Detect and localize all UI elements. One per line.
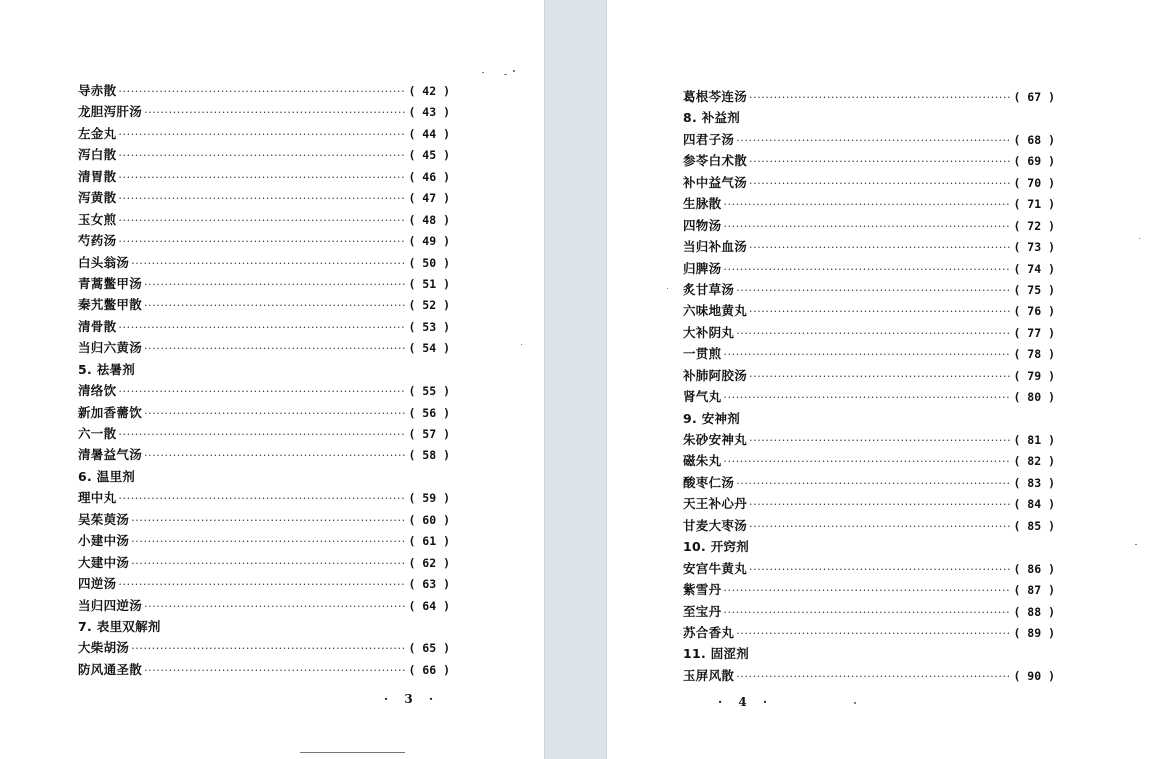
toc-entry bbox=[683, 558, 1055, 579]
formula-name: 生脉散 bbox=[683, 196, 722, 212]
dot-leader bbox=[749, 173, 1011, 194]
dot-leader bbox=[118, 424, 406, 445]
toc-entry bbox=[683, 386, 1055, 407]
dot-leader bbox=[749, 151, 1011, 172]
toc-page-number: ( 64 ) bbox=[408, 598, 450, 613]
dot-leader bbox=[118, 381, 406, 402]
toc-page-number: ( 61 ) bbox=[408, 534, 450, 549]
right-page bbox=[607, 0, 1149, 759]
formula-name: 新加香薷饮 bbox=[78, 404, 143, 420]
formula-name: 四君子汤 bbox=[683, 131, 735, 147]
toc-page-number: ( 59 ) bbox=[408, 491, 450, 506]
formula-name: 玉屏风散 bbox=[683, 667, 735, 683]
scan-speck bbox=[482, 72, 484, 73]
toc-entry bbox=[683, 279, 1055, 300]
formula-name: 白头翁汤 bbox=[78, 254, 130, 270]
toc-page-number: ( 52 ) bbox=[408, 298, 450, 313]
formula-name: 补肺阿胶汤 bbox=[683, 367, 748, 383]
toc-entry bbox=[78, 380, 450, 401]
formula-name: 补中益气汤 bbox=[683, 174, 748, 190]
dot-leader bbox=[131, 553, 406, 574]
formula-name: 朱砂安神丸 bbox=[683, 432, 748, 447]
toc-page-number: ( 58 ) bbox=[408, 448, 450, 463]
toc-page-number: ( 66 ) bbox=[408, 662, 450, 677]
toc-page-number: ( 68 ) bbox=[1013, 132, 1055, 147]
toc-entry bbox=[78, 273, 450, 294]
toc-page-number: ( 87 ) bbox=[1013, 583, 1055, 598]
dot-leader bbox=[723, 602, 1011, 623]
toc-entry bbox=[78, 187, 450, 208]
dot-leader bbox=[118, 210, 406, 231]
scan-speck bbox=[1139, 238, 1140, 239]
dot-leader bbox=[736, 323, 1011, 344]
toc-page-number: ( 65 ) bbox=[408, 641, 450, 656]
toc-entry bbox=[78, 230, 450, 251]
dot-leader bbox=[736, 473, 1011, 494]
toc-page-number: ( 86 ) bbox=[1013, 561, 1055, 576]
toc-entry bbox=[683, 86, 1055, 107]
toc-entry bbox=[78, 337, 450, 358]
formula-name: 当归六黄汤 bbox=[78, 340, 143, 356]
dot-leader bbox=[118, 488, 406, 509]
toc-page-number: ( 57 ) bbox=[408, 427, 450, 441]
formula-name: 酸枣仁汤 bbox=[683, 474, 735, 490]
scan-speck bbox=[854, 702, 856, 704]
dot-leader bbox=[118, 317, 406, 338]
toc-page-number: ( 44 ) bbox=[408, 126, 450, 141]
dot-leader bbox=[118, 124, 406, 145]
toc-entry bbox=[78, 80, 450, 101]
toc-entry bbox=[78, 252, 450, 273]
formula-name: 天王补心丹 bbox=[683, 496, 748, 512]
toc-page-number: ( 47 ) bbox=[408, 191, 450, 206]
formula-name: 泻黄散 bbox=[78, 190, 117, 206]
toc-page-number: ( 74 ) bbox=[1013, 261, 1055, 276]
toc-entry bbox=[78, 209, 450, 230]
section-title: 7. 表里双解剂 bbox=[78, 618, 161, 634]
formula-name: 清骨散 bbox=[78, 318, 117, 334]
formula-name: 归脾汤 bbox=[683, 260, 722, 276]
toc-page-number: ( 89 ) bbox=[1013, 625, 1055, 640]
scan-speck bbox=[504, 74, 507, 75]
formula-name: 六味地黄丸 bbox=[683, 303, 748, 319]
dot-leader bbox=[736, 666, 1011, 687]
formula-name: 炙甘草汤 bbox=[683, 281, 735, 297]
toc-page-number: ( 79 ) bbox=[1013, 368, 1055, 383]
toc-page-number: ( 55 ) bbox=[408, 384, 450, 399]
toc-page-number: ( 73 ) bbox=[1013, 240, 1055, 255]
formula-name: 秦艽鳖甲散 bbox=[78, 297, 143, 313]
toc-entry bbox=[78, 552, 450, 573]
toc-entry bbox=[683, 215, 1055, 236]
formula-name: 当归补血汤 bbox=[683, 239, 748, 255]
formula-name: 甘麦大枣汤 bbox=[683, 517, 748, 533]
formula-name: 玉女煎 bbox=[78, 211, 117, 227]
toc-page-number: ( 69 ) bbox=[1013, 154, 1055, 169]
dot-leader bbox=[144, 445, 406, 466]
formula-name: 至宝丹 bbox=[683, 603, 722, 619]
toc-entry bbox=[683, 365, 1055, 386]
toc-page-number: ( 70 ) bbox=[1013, 175, 1055, 190]
toc-entry bbox=[78, 402, 450, 423]
toc-entry bbox=[683, 172, 1055, 193]
dot-leader bbox=[749, 237, 1011, 258]
toc-list-right bbox=[683, 86, 1055, 686]
toc-entry bbox=[78, 294, 450, 315]
dot-leader bbox=[144, 102, 406, 123]
toc-entry bbox=[78, 316, 450, 337]
toc-page-number: ( 88 ) bbox=[1013, 604, 1055, 619]
page-gutter bbox=[544, 0, 607, 759]
formula-name: 大补阴丸 bbox=[683, 324, 735, 340]
toc-page-number: ( 80 ) bbox=[1013, 390, 1055, 405]
dot-leader bbox=[749, 494, 1011, 515]
toc-entry bbox=[78, 573, 450, 594]
toc-page-number: ( 60 ) bbox=[408, 512, 450, 527]
toc-entry bbox=[683, 515, 1055, 536]
toc-entry bbox=[78, 595, 450, 616]
toc-page-number: ( 62 ) bbox=[408, 555, 450, 570]
toc-page-number: ( 81 ) bbox=[1013, 433, 1055, 447]
toc-page-number: ( 82 ) bbox=[1013, 454, 1055, 469]
toc-page-number: ( 49 ) bbox=[408, 234, 450, 249]
toc-page-number: ( 76 ) bbox=[1013, 304, 1055, 319]
toc-page-number: ( 77 ) bbox=[1013, 325, 1055, 340]
formula-name: 青蒿鳖甲汤 bbox=[78, 275, 143, 291]
toc-entry bbox=[683, 258, 1055, 279]
formula-name: 泻白散 bbox=[78, 147, 117, 163]
toc-entry bbox=[78, 509, 450, 530]
toc-page-number: ( 85 ) bbox=[1013, 518, 1055, 533]
formula-name: 清胃散 bbox=[78, 168, 117, 184]
toc-entry bbox=[683, 622, 1055, 643]
formula-name: 芍药汤 bbox=[78, 233, 117, 249]
dot-leader bbox=[749, 366, 1011, 387]
toc-section-heading bbox=[78, 616, 450, 637]
formula-name: 六一散 bbox=[78, 426, 117, 441]
toc-page-number: ( 42 ) bbox=[408, 84, 450, 98]
formula-name: 吴茱萸汤 bbox=[78, 511, 130, 527]
toc-entry bbox=[78, 444, 450, 465]
dot-leader bbox=[131, 253, 406, 274]
scan-speck bbox=[513, 70, 515, 72]
formula-name: 小建中汤 bbox=[78, 533, 130, 549]
toc-section-heading bbox=[683, 536, 1055, 557]
formula-name: 清络饮 bbox=[78, 383, 117, 399]
toc-section-heading bbox=[683, 643, 1055, 664]
toc-page-number: ( 54 ) bbox=[408, 341, 450, 356]
dot-leader bbox=[723, 451, 1011, 472]
toc-entry bbox=[683, 129, 1055, 150]
dot-leader bbox=[144, 338, 406, 359]
dot-leader bbox=[723, 344, 1011, 365]
toc-list-left bbox=[78, 80, 450, 680]
formula-name: 大建中汤 bbox=[78, 554, 130, 570]
dot-leader bbox=[118, 167, 406, 188]
toc-page-number: ( 71 ) bbox=[1013, 197, 1055, 212]
dot-leader bbox=[131, 638, 406, 659]
formula-name: 导赤散 bbox=[78, 83, 117, 98]
dot-leader bbox=[144, 295, 406, 316]
dot-leader bbox=[723, 387, 1011, 408]
toc-section-heading bbox=[683, 107, 1055, 128]
toc-page-number: ( 53 ) bbox=[408, 319, 450, 334]
toc-entry bbox=[78, 166, 450, 187]
toc-entry bbox=[683, 236, 1055, 257]
page-number-left: · 3 · bbox=[384, 692, 440, 706]
dot-leader bbox=[144, 274, 406, 295]
formula-name: 肾气丸 bbox=[683, 389, 722, 405]
toc-entry bbox=[78, 101, 450, 122]
toc-page-number: ( 67 ) bbox=[1013, 90, 1055, 104]
toc-page-number: ( 90 ) bbox=[1013, 668, 1055, 683]
toc-page-number: ( 43 ) bbox=[408, 105, 450, 120]
formula-name: 防风通圣散 bbox=[78, 661, 143, 677]
toc-section-heading bbox=[683, 408, 1055, 429]
formula-name: 龙胆泻肝汤 bbox=[78, 104, 143, 120]
toc-page-number: ( 50 ) bbox=[408, 255, 450, 270]
toc-entry bbox=[683, 300, 1055, 321]
scan-speck bbox=[1135, 544, 1137, 545]
toc-page-number: ( 51 ) bbox=[408, 276, 450, 291]
toc-page-number: ( 75 ) bbox=[1013, 282, 1055, 297]
toc-entry bbox=[78, 530, 450, 551]
toc-entry bbox=[683, 343, 1055, 364]
toc-page-number: ( 48 ) bbox=[408, 212, 450, 227]
toc-page-number: ( 46 ) bbox=[408, 169, 450, 184]
formula-name: 紫雪丹 bbox=[683, 582, 722, 598]
toc-entry bbox=[78, 659, 450, 680]
dot-leader bbox=[118, 231, 406, 252]
formula-name: 清暑益气汤 bbox=[78, 447, 143, 463]
toc-entry bbox=[683, 429, 1055, 450]
dot-leader bbox=[118, 81, 406, 102]
dot-leader bbox=[723, 216, 1011, 237]
toc-entry bbox=[683, 322, 1055, 343]
scan-speck bbox=[521, 344, 522, 345]
toc-entry bbox=[683, 601, 1055, 622]
formula-name: 四物汤 bbox=[683, 217, 722, 233]
formula-name: 一贯煎 bbox=[683, 346, 722, 362]
toc-section-heading bbox=[78, 359, 450, 380]
toc-page-number: ( 45 ) bbox=[408, 148, 450, 163]
toc-entry bbox=[78, 144, 450, 165]
section-title: 8. 补益剂 bbox=[683, 110, 741, 126]
formula-name: 当归四逆汤 bbox=[78, 597, 143, 613]
toc-entry bbox=[683, 193, 1055, 214]
toc-page-number: ( 84 ) bbox=[1013, 497, 1055, 512]
formula-name: 磁朱丸 bbox=[683, 453, 722, 469]
page-number-right: · 4 · bbox=[718, 695, 774, 709]
formula-name: 参苓白术散 bbox=[683, 153, 748, 169]
dot-leader bbox=[144, 596, 406, 617]
dot-leader bbox=[118, 574, 406, 595]
dot-leader bbox=[749, 87, 1011, 108]
dot-leader bbox=[723, 580, 1011, 601]
toc-section-heading bbox=[78, 466, 450, 487]
section-title: 11. 固涩剂 bbox=[683, 646, 750, 662]
section-title: 10. 开窍剂 bbox=[683, 539, 750, 555]
dot-leader bbox=[749, 516, 1011, 537]
dot-leader bbox=[749, 301, 1011, 322]
dot-leader bbox=[736, 130, 1011, 151]
toc-entry bbox=[683, 493, 1055, 514]
dot-leader bbox=[723, 194, 1011, 215]
dot-leader bbox=[144, 403, 406, 424]
dot-leader bbox=[723, 259, 1011, 280]
formula-name: 理中丸 bbox=[78, 490, 117, 506]
toc-entry bbox=[683, 150, 1055, 171]
dot-leader bbox=[736, 623, 1011, 644]
dot-leader bbox=[749, 430, 1011, 451]
section-title: 9. 安神剂 bbox=[683, 410, 741, 426]
toc-entry bbox=[78, 123, 450, 144]
toc-entry bbox=[683, 472, 1055, 493]
left-page bbox=[0, 0, 544, 759]
toc-entry bbox=[78, 423, 450, 444]
toc-page-number: ( 56 ) bbox=[408, 405, 450, 420]
dot-leader bbox=[736, 280, 1011, 301]
scan-speck bbox=[667, 288, 668, 289]
formula-name: 左金丸 bbox=[78, 125, 117, 141]
formula-name: 苏合香丸 bbox=[683, 624, 735, 640]
dot-leader bbox=[131, 510, 406, 531]
dot-leader bbox=[118, 188, 406, 209]
toc-entry bbox=[683, 450, 1055, 471]
scan-line bbox=[300, 752, 405, 753]
toc-entry bbox=[683, 579, 1055, 600]
toc-entry bbox=[78, 637, 450, 658]
toc-entry bbox=[78, 487, 450, 508]
dot-leader bbox=[749, 559, 1011, 580]
dot-leader bbox=[144, 660, 406, 681]
dot-leader bbox=[131, 531, 406, 552]
formula-name: 葛根芩连汤 bbox=[683, 89, 748, 104]
section-title: 5. 祛暑剂 bbox=[78, 361, 136, 377]
formula-name: 大柴胡汤 bbox=[78, 640, 130, 656]
formula-name: 安宫牛黄丸 bbox=[683, 560, 748, 576]
section-title: 6. 温里剂 bbox=[78, 468, 136, 484]
dot-leader bbox=[118, 145, 406, 166]
toc-page-number: ( 83 ) bbox=[1013, 475, 1055, 490]
toc-page-number: ( 78 ) bbox=[1013, 347, 1055, 362]
toc-page-number: ( 72 ) bbox=[1013, 218, 1055, 233]
toc-entry bbox=[683, 665, 1055, 686]
toc-page-number: ( 63 ) bbox=[408, 577, 450, 592]
formula-name: 四逆汤 bbox=[78, 576, 117, 592]
